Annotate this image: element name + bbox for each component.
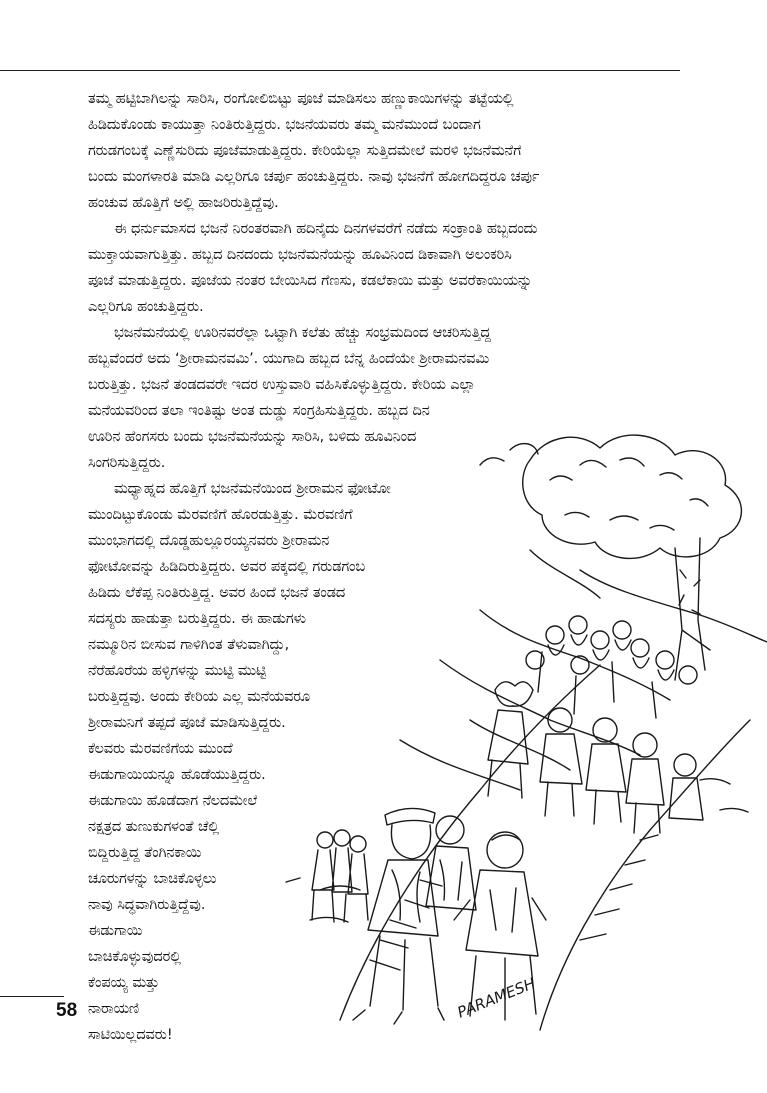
text-line: ಫೋಟೋವನ್ನು ಹಿಡಿದಿರುತ್ತಿದ್ದರು. ಅವರ ಪಕ್ಕದಲ್ಲಿ ಗರುಡಗಂಬ xyxy=(88,559,366,575)
text-line: ಮುಂದಿಟ್ಟುಕೊಂಡು ಮೆರವಣಿಗೆ ಹೊರಡುತ್ತಿತ್ತು. ಮೆರವಣಿಗೆ xyxy=(88,507,353,523)
footer-rule xyxy=(0,996,64,997)
text-line: ಊರಿನ ಹೆಂಗಸರು ಬಂದು ಭಜನೆಮನೆಯನ್ನು ಸಾರಿಸಿ, ಬಳಿದು ಹೂವಿನಿಂದ xyxy=(88,429,417,445)
text-line: ಈಡುಗಾಯಿ xyxy=(88,923,143,939)
text-line: ಪೂಜೆ ಮಾಡುತ್ತಿದ್ದರು. ಪೂಜೆಯ ನಂತರ ಬೇಯಿಸಿದ ಗೆಣಸು, ಕಡಲೆಕಾಯಿ ಮತ್ತು ಅವರೆಕಾಯಿಯನ್ನು xyxy=(88,273,533,289)
procession-figures-mid xyxy=(488,682,703,833)
path-edge xyxy=(540,720,750,1030)
text-line: ಭಜನೆಮನೆಯಲ್ಲಿ ಊರಿನವರೆಲ್ಲಾ ಒಟ್ಟಾಗಿ ಕಲೆತು ಹೆಚ್ಚು ಸಂಭ್ರಮದಿಂದ ಆಚರಿಸುತ್ತಿದ್ದ xyxy=(114,325,491,341)
text-line: ನಕ್ಷತ್ರದ ತುಣುಕುಗಳಂತೆ ಚೆಲ್ಲಿ xyxy=(88,819,220,835)
text-line: ಹಿಡಿದುಕೊಂಡು ಕಾಯುತ್ತಾ ನಿಂತಿರುತ್ತಿದ್ದರು. ಭಜನೆಯವರು ತಮ್ಮ ಮನೆಮುಂದೆ ಬಂದಾಗ xyxy=(88,117,481,133)
text-line: ಎಲ್ಲರಿಗೂ ಹಂಚುತ್ತಿದ್ದರು. xyxy=(88,299,204,315)
text-line: ಹಬ್ಬವೆಂದರೆ ಅದು ‘ಶ್ರೀರಾಮನವಮಿ’. ಯುಗಾದಿ ಹಬ್ಬದ ಬೆನ್ನ ಹಿಂದೆಯೇ ಶ್ರೀರಾಮನವಮಿ xyxy=(88,351,489,367)
tree-canopy xyxy=(523,435,742,558)
text-line: ಹಂಚುವ ಹೊತ್ತಿಗೆ ಅಲ್ಲಿ ಹಾಜರಿರುತ್ತಿದ್ದೆವು. xyxy=(88,195,279,211)
text-line: ಮುಕ್ತಾಯವಾಗುತ್ತಿತ್ತು. ಹಬ್ಬದ ದಿನದಂದು ಭಜನೆಮನೆಯನ್ನು ಹೂವಿನಿಂದ ಡಿಕಾವಾಗಿ ಅಲಂಕರಿಸಿ xyxy=(88,247,512,263)
text-line: ತಮ್ಮ ಹಟ್ಟಿಬಾಗಿಲನ್ನು ಸಾರಿಸಿ, ರಂಗೋಲಿಬಿಟ್ಟು ಪೂಜೆ ಮಾಡಿಸಲು ಹಣ್ಣುಕಾಯಿಗಳನ್ನು ತಟ್ಟೆಯಲ್ಲಿ xyxy=(88,91,514,107)
text-line: ಶ್ರೀರಾಮನಿಗೆ ತಪ್ಪದೆ ಪೂಜೆ ಮಾಡಿಸುತ್ತಿದ್ದರು. xyxy=(88,715,286,731)
text-line: ಬಿದ್ದಿರುತ್ತಿದ್ದ ತೆಂಗಿನಕಾಯಿ xyxy=(88,845,202,861)
procession-figures-left xyxy=(286,830,368,922)
text-line: ಮುಂಭಾಗದಲ್ಲಿ ದೊಡ್ಡಹುಲ್ಲೂರಯ್ಯನವರು ಶ್ರೀರಾಮನ xyxy=(88,533,330,549)
path-edge xyxy=(340,665,600,1020)
text-line: ಬರುತ್ತಿದ್ದವು. ಅಂದು ಕೇರಿಯ ಎಲ್ಲ ಮನೆಯವರೂ xyxy=(88,689,310,705)
text-line: ಬಾಚಿಕೊಳ್ಳುವುದರಲ್ಲಿ xyxy=(88,949,182,965)
text-line: ಮಧ್ಯಾಹ್ನದ ಹೊತ್ತಿಗೆ ಭಜನೆಮನೆಯಿಂದ ಶ್ರೀರಾಮನ ಫೋಟೋ xyxy=(114,481,391,497)
text-line: ಈಡುಗಾಯಿಯನ್ನೂ ಹೊಡೆಯುತ್ತಿದ್ದರು. xyxy=(88,767,266,783)
page-number: 58 xyxy=(56,1000,78,1021)
text-line: ನೆರೆಹೊರೆಯ ಹಳ್ಳಿಗಳನ್ನು ಮುಟ್ಟಿ ಮುಟ್ಟಿ xyxy=(88,663,267,679)
text-line: ಮನೆಯವರಿಂದ ತಲಾ ಇಂತಿಷ್ಟು ಅಂತ ದುಡ್ಡು ಸಂಗ್ರಹಿಸುತ್ತಿದ್ದರು. ಹಬ್ಬದ ದಿನ xyxy=(88,403,430,419)
text-line: ಸಿಂಗರಿಸುತ್ತಿದ್ದರು. xyxy=(88,455,166,471)
text-line: ಸಾಟಿಯಿಲ್ಲದವರು! xyxy=(88,1027,173,1043)
procession-figures-far xyxy=(526,616,697,718)
text-line: ಬರುತ್ತಿತ್ತು. ಭಜನೆ ತಂಡದವರೇ ಇದರ ಉಸ್ತುವಾರಿ ವಹಿಸಿಕೊಳ್ಳುತ್ತಿದ್ದರು. ಕೇರಿಯ ಎಲ್ಲಾ xyxy=(88,377,476,393)
text-line: ಹಿಡಿದು ಲೆಕೆಪ್ಪ ನಿಂತಿರುತ್ತಿದ್ದ. ಅವರ ಹಿಂದೆ ಭಜನೆ ತಂಡದ xyxy=(88,585,346,601)
text-line: ಈಡುಗಾಯಿ ಹೊಡೆದಾಗ ನೆಲದಮೇಲೆ xyxy=(88,793,258,809)
text-line: ನಮ್ಮೂರಿನ ಬೀಸುವ ಗಾಳಿಗಿಂತ ತೆಳುವಾಗಿದ್ದು, xyxy=(88,637,290,653)
text-line: ಸದಸ್ಯರು ಹಾಡುತ್ತಾ ಬರುತ್ತಿದ್ದರು. ಈ ಹಾಡುಗಳು xyxy=(88,611,306,627)
text-line: ನಾರಾಯಣಿ xyxy=(88,1001,140,1017)
hill-line xyxy=(580,570,767,642)
text-line: ಕೆಂಪಯ್ಯ ಮತ್ತು xyxy=(88,975,160,991)
artist-signature: PARAMESH xyxy=(454,974,538,1022)
text-line: ಗರುಡಗಂಬಕ್ಕೆ ಎಣ್ಣೆಸುರಿದು ಪೂಜೆಮಾಡುತ್ತಿದ್ದರು. ಕೇರಿಯೆಲ್ಲಾ ಸುತ್ತಿದಮೇಲೆ ಮರಳಿ ಭಜನೆಮನೆಗೆ xyxy=(88,143,522,159)
text-line: ಬಂದು ಮಂಗಳಾರತಿ ಮಾಡಿ ಎಲ್ಲರಿಗೂ ಚರ್ಪು ಹಂಚುತ್ತಿದ್ದರು. ನಾವು ಭಜನೆಗೆ ಹೋಗದಿದ್ದರೂ ಚರ್ಪು xyxy=(88,169,540,185)
text-line: ಈ ಧರ್ನುಮಾಸದ ಭಜನೆ ನಿರಂತರವಾಗಿ ಹದಿನೈದು ದಿನಗಳವರೆಗೆ ನಡೆದು ಸಂಕ್ರಾಂತಿ ಹಬ್ಬದಂದು xyxy=(114,221,538,237)
text-line: ನಾವು ಸಿದ್ಧವಾಗಿರುತ್ತಿದ್ದೆವು. xyxy=(88,897,206,913)
text-line: ಕೆಲವರು ಮೆರವಣಿಗೆಯ ಮುಂದೆ xyxy=(88,741,233,757)
procession-illustration xyxy=(280,420,767,1040)
text-line: ಚೂರುಗಳನ್ನು ಬಾಚಿಕೊಳ್ಳಲು xyxy=(88,871,217,887)
